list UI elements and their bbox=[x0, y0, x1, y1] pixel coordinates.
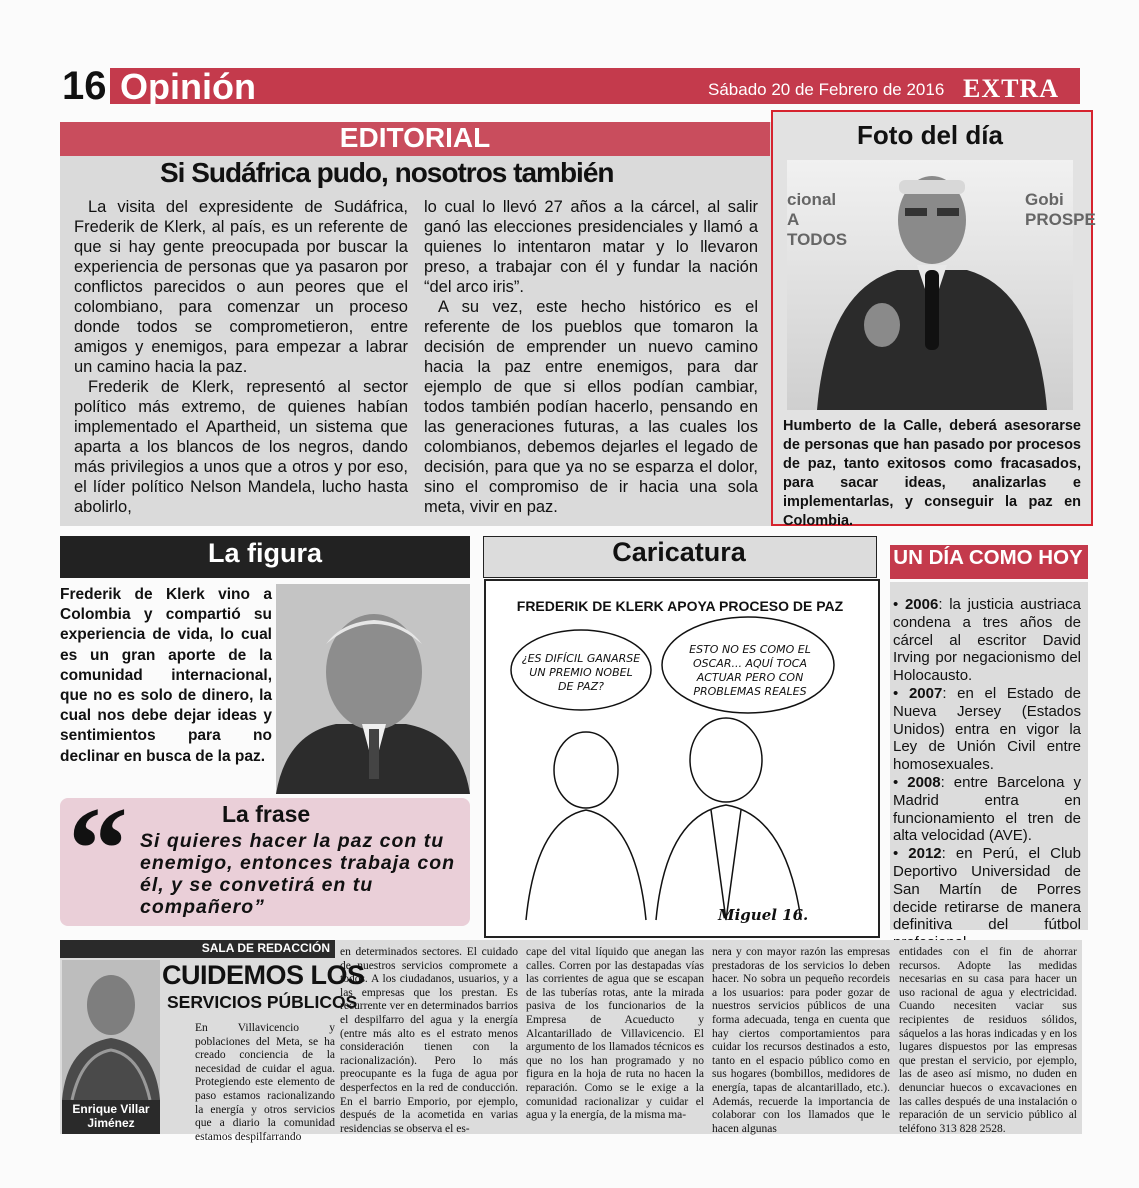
newsroom-subheadline: SERVICIOS PÚBLICOS bbox=[167, 992, 358, 1012]
cartoon-headline: FREDERIK DE KLERK APOYA PROCESO DE PAZ bbox=[516, 598, 844, 614]
editorial-paragraph: lo cual lo llevó 27 años a la cárcel, al salir ganó las elecciones presidenciales y llamó a quienes lo intentaron matar y lo llevaron preso, a trabajar con él y fundar la nación “del arco iris”. bbox=[424, 198, 758, 296]
cartoon-bubble-2: ESTO NO ES COMO EL OSCAR... AQUÍ TOCA ACTUAR PERO CON PROBLEMAS REALES bbox=[689, 643, 811, 698]
newsroom-column-2: cape del vital líquido que anegan las calles. Corren por las destapadas vías las corrientes de agua que se escapan de las tuberías rotas, ante la mirada pasiva de los funcionarios de la Empresa de Acueducto y Alcantarillado de Villavicencio. El argumento de los llamados técnicos es que no los han programado y no figura en la hoja de ruta no hacen la reparación. Como se le exige a la comunidad racionalizar y cuidar el agua y la energía, de la misma ma- bbox=[526, 946, 704, 1122]
newsroom-column-0: En Villavicencio y poblaciones del Meta, se ha creado conciencia de la necesidad de cuidar el agua. Protegiendo este elemento de paso estamos racionalizando la energía y otros servicios que a diario la comunidad estamos despilfarrando bbox=[195, 1022, 335, 1143]
event-year: 2007 bbox=[908, 684, 943, 702]
section-title: Opinión bbox=[120, 66, 256, 107]
cartoon-bubble-1: ¿ES DIFÍCIL GANARSE UN PREMIO NOBEL DE PAZ? bbox=[521, 652, 641, 693]
cartoon-signature: Miguel 16. bbox=[718, 906, 809, 924]
quote-mark-icon: “ bbox=[68, 782, 128, 915]
newspaper-logo: EXTRA bbox=[963, 74, 1060, 103]
editorial-paragraph: La visita del expresidente de Sudáfrica, Frederik de Klerk, al país, es un referente de que si hay gente preocupada por buscar la experiencia de personas que ya pasaron por conflictos parecidos o aun peores que el colombiano, para comenzar un proceso donde todos se comprometieron, entre amigos y enemigos, para empezar a labrar un camino hacia la paz. bbox=[74, 198, 408, 376]
event-year: 2008 bbox=[907, 773, 941, 791]
event-text: : la justicia austriaca condena a tres años de cárcel al escritor David Irving por negacionismo del Holocausto. bbox=[893, 596, 1082, 685]
newsroom-label: SALA DE REDACCIÓN bbox=[201, 941, 330, 955]
on-this-day-list bbox=[893, 596, 1081, 952]
event-year: 2006 bbox=[904, 596, 939, 613]
quote-text: Si quieres hacer la paz con tu enemigo, entonces trabaja con él, y se convetirá en tu compañero” bbox=[140, 830, 456, 918]
list-item: • 2008: entre Barcelona y Madrid entra en funcionamiento el tren de alta velocidad (AVE). bbox=[893, 773, 1082, 845]
author-name: Enrique Villar Jiménez bbox=[62, 1100, 160, 1134]
on-this-day-title: UN DÍA COMO HOY bbox=[893, 546, 1083, 569]
editorial-column-1 bbox=[74, 197, 408, 517]
author-illustration bbox=[62, 960, 160, 1100]
newsroom-column-1: en determinados sectores. El cuidado de nuestros servicios compromete a todos. A los ciudadanos, usuarios, y a las empresas que los prestan. Es recurrente ver en determinados barrios el despilfarro del agua y la energía (entre más alto es el estrato menos consideración tienen con la racionalización). Pero lo más preocupante es la fuga de agua por desperfectos en la red de conducción. En el barrio Emporio, por ejemplo, después de la acometida en varias residencias se observa el es- bbox=[340, 946, 518, 1135]
list-item: • 2012: en Perú, el Club Deportivo Universidad de San Martín de Porres decide retirarse de manera definitiva del fútbol bbox=[893, 845, 1081, 952]
photo-of-day-caption: Humberto de la Calle, deberá asesorarse de personas que han pasado por procesos de paz, tanto exitosos como fracasados, para sacar ideas, analizarlas e implementarlas, y conseguir la paz en Colombia. bbox=[783, 418, 1081, 529]
backdrop-text-left: cional A TODOS bbox=[787, 190, 848, 249]
issue-date: Sábado 20 de Febrero de 2016 bbox=[708, 80, 945, 99]
speaker-illustration bbox=[787, 160, 1096, 410]
event-year: 2012 bbox=[908, 845, 942, 863]
event-text: : en el Estado de Nueva Jersey (Estados Unidos) entra en vigor la Ley de Unión Civil entre homosexuales. bbox=[893, 684, 1081, 774]
list-item: • 2007: en el Estado de Nueva Jersey (Estados Unidos) entra en vigor la Ley de Unión Civil entre homosexuales. bbox=[893, 684, 1081, 774]
event-text: : en Perú, el Club Deportivo Universidad de San Martín de Porres decide retirarse de manera definitiva del fútbol bbox=[893, 845, 1081, 934]
newsroom-column-4: entidades con el fin de ahorrar recursos. Adopte las medidas necesarias en su casa para hacer un uso racional de agua y electricidad. Cuando necesiten vaciar sus recipientes de residuos sólidos, sáquelos a las horas indicadas y en los lugares dispuestos por las empresas que prestan el servicio, por ejemplo, las de aseo así mismo, no duden en denunciar huecos o excavaciones en las calles después de una instalación o reparación de un servicio público al teléfono 313 828 2528. bbox=[899, 946, 1077, 1135]
newsroom-headline: CUIDEMOS LOS bbox=[162, 960, 365, 990]
figure-text: Frederik de Klerk vino a Colombia y compartió su experiencia de vida, lo cual es un gran aporte de la comunidad internacional, que no es solo de dinero, la cual nos debe dejar ideas y sentimientos para no declinar en busca de la paz. bbox=[60, 586, 272, 765]
newsroom-column-3: nera y con mayor razón las empresas prestadoras de los servicios lo deben hacer. No sobra un pequeño recordeis a los usuarios: para poder gozar de nuestros servicios públicos de una forma adecuada, tenga en cuenta que hay ciertos comportamientos para cuidar los recursos destinados a esto, tanto en el espacio público como en sus hogares (bombillos, medidores de energía, tapas de alcantarillado, etc.). Además, recuerde la importancia de colaborar con los llamados que le hacen algunas bbox=[712, 946, 890, 1135]
figure-portrait bbox=[276, 584, 470, 794]
cartoon-title: Caricatura bbox=[612, 537, 746, 567]
editorial-paragraph: Frederik de Klerk, representó al sector político más extremo, de quienes habían implementado el Apartheid, un sistema que aparta a los blancos de los negros, dando más privilegios a unos que a otros y por eso, el líder político Nelson Mandela, lucho hasta abolirlo, bbox=[74, 378, 408, 516]
photo-of-day-title: Foto del día bbox=[857, 120, 1003, 150]
editorial-paragraph: A su vez, este hecho histórico es el referente de los pueblos que tomaron la decisión de emprender un nuevo camino hacia la paz entre enemigos, para dar ejemplo de que si ellos podían cambiar, todos también podían hacerlo, pensando en las generaciones futuras, a las cuales los colombianos, debemos dejarles el legado de decisión, para que ya no se esparza el dolor, sino el compromiso de ir hacia una sola meta, vivir en paz. bbox=[424, 298, 758, 516]
photo-of-day-image bbox=[787, 160, 1096, 410]
event-text: : entre Barcelona y Madrid entra en funcionamiento el tren de alta velocidad (AVE). bbox=[893, 773, 1082, 845]
portrait-illustration bbox=[276, 584, 470, 794]
page-number: 16 bbox=[62, 64, 107, 108]
backdrop-text-right: Gobi PROSPE bbox=[1025, 190, 1096, 229]
list-item: • 2006: la justicia austriaca condena a tres años de cárcel al escritor David Irving por negacionismo del Holocausto. bbox=[893, 596, 1082, 685]
editorial-label: EDITORIAL bbox=[339, 122, 491, 153]
editorial-headline: Si Sudáfrica pudo, nosotros también bbox=[160, 157, 614, 188]
figure-title: La figura bbox=[207, 538, 322, 568]
editorial-column-2 bbox=[424, 197, 758, 517]
author-photo bbox=[62, 960, 160, 1100]
quote-title: La frase bbox=[222, 801, 311, 827]
